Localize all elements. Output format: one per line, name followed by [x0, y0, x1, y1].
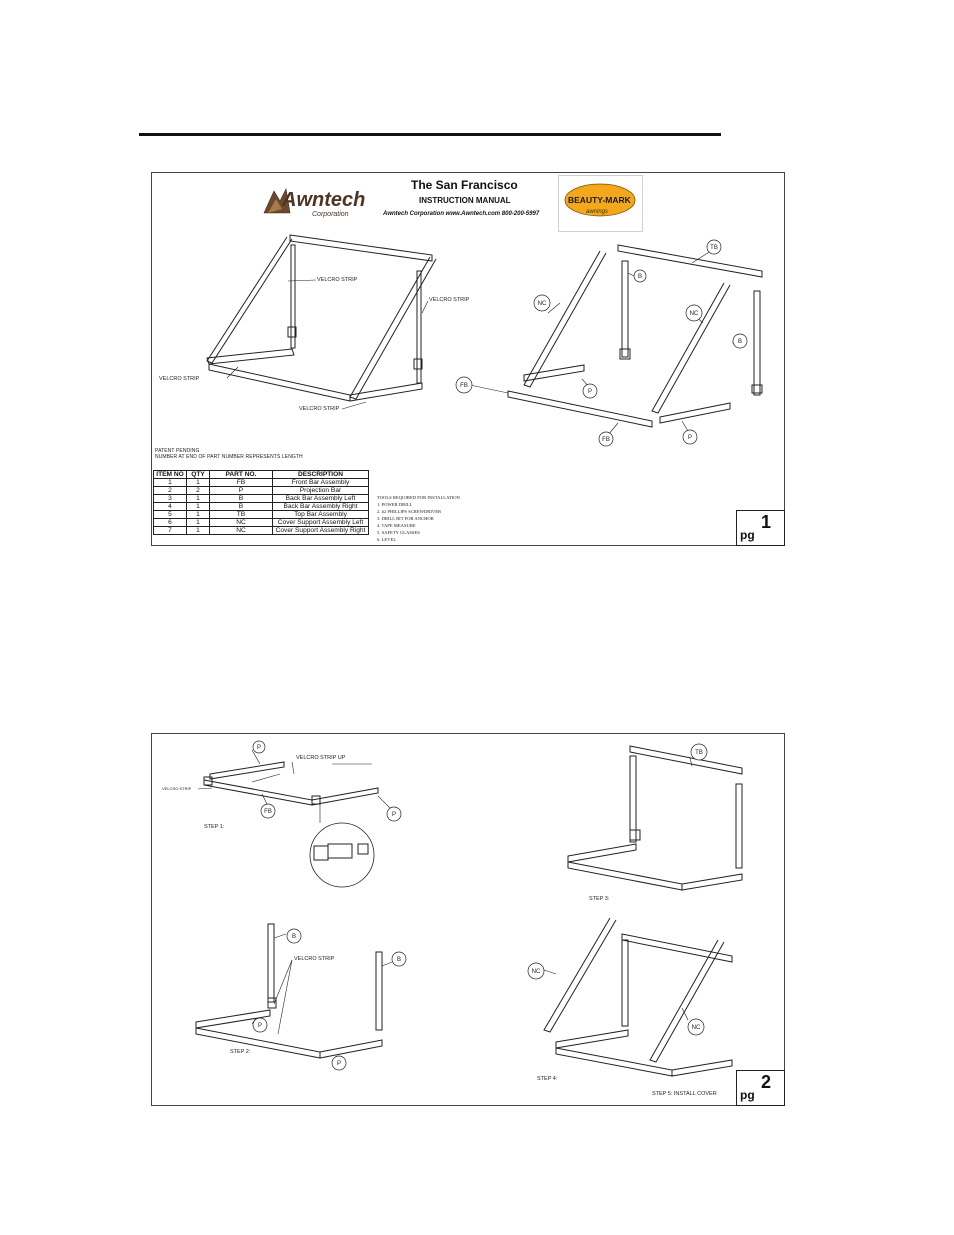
tool-item: 6. LEVEL — [377, 537, 397, 542]
label-step-2: STEP 2: — [230, 1049, 251, 1055]
callout-fb2: FB — [602, 437, 610, 443]
callout-b-left: B — [291, 934, 297, 940]
callout-nc-left: NC — [531, 969, 541, 975]
cell-item-no: 1 — [154, 479, 187, 487]
callout-nc-right: NC — [689, 311, 699, 317]
tool-item: 5. SAFETY GLASSES — [377, 530, 420, 535]
parts-table-header — [154, 471, 369, 479]
callout-tb: TB — [710, 245, 718, 251]
cell-item-no: 5 — [154, 511, 187, 519]
cell-item-no: 7 — [154, 527, 187, 535]
table-row — [154, 511, 369, 519]
label-velcro-strip-left: VELCRO STRIP — [162, 786, 192, 791]
contact-line: Awntech Corporation www.Awntech.com 800-200-5997 — [383, 211, 540, 217]
tools-list — [377, 494, 460, 543]
table-row — [154, 487, 369, 495]
cell-description: Top Bar Assembly — [273, 511, 369, 519]
assembled-frame — [207, 235, 436, 401]
cell-item-no: 2 — [154, 487, 187, 495]
page-label: pg — [740, 1088, 755, 1102]
callout-fb: FB — [460, 383, 468, 389]
awntech-logo-subtext: Corporation — [312, 211, 349, 218]
label-step-1: STEP 1: — [204, 824, 225, 830]
cell-item-no: 3 — [154, 495, 187, 503]
callout-p2: P — [687, 435, 693, 441]
page-number: 2 — [761, 1072, 772, 1092]
page-number: 1 — [761, 512, 772, 532]
page-number-box — [736, 510, 785, 546]
callout-tb: TB — [695, 750, 703, 756]
callout-nc-left: NC — [537, 301, 547, 307]
cell-part-no: B — [210, 495, 273, 503]
table-row — [154, 495, 369, 503]
cell-description: Cover Support Assembly Left — [273, 519, 369, 527]
callout-p-step2b: P — [336, 1061, 342, 1067]
column-part-no: PART NO. — [210, 471, 273, 479]
cell-part-no: TB — [210, 511, 273, 519]
cell-description: Cover Support Assembly Right — [273, 527, 369, 535]
label-velcro-bottom: VELCRO STRIP — [299, 406, 340, 412]
column-qty: QTY — [187, 471, 210, 479]
step-1-drawing — [204, 762, 378, 887]
column-item-no: ITEM NO — [154, 471, 187, 479]
part-number-note: NUMBER AT END OF PART NUMBER REPRESENTS LENGTH — [155, 454, 303, 460]
header-rule — [139, 133, 721, 136]
cell-qty: 1 — [187, 511, 210, 519]
step-4-drawing — [544, 918, 732, 1076]
tool-item: 2. #2 PHILLIPS SCREWDRIVER — [377, 509, 442, 514]
beauty-mark-logo-subtext: awnings — [586, 209, 609, 215]
cell-qty: 1 — [187, 495, 210, 503]
cell-description: Back Bar Assembly Right — [273, 503, 369, 511]
table-row — [154, 503, 369, 511]
label-velcro-strip-mid: VELCRO STRIP — [294, 956, 335, 962]
tool-item: 4. TAPE MEASURE — [377, 523, 416, 528]
cell-item-no: 6 — [154, 519, 187, 527]
callout-p1: P — [587, 389, 593, 395]
page-number-box — [736, 1070, 785, 1106]
cell-part-no: NC — [210, 519, 273, 527]
label-velcro-right: VELCRO STRIP — [429, 297, 470, 303]
label-velcro-strip-up: VELCRO STRIP UP — [296, 755, 346, 761]
callout-b2: B — [737, 339, 743, 345]
label-step-5: STEP 5: INSTALL COVER — [652, 1091, 717, 1097]
callout-nc-right: NC — [691, 1025, 701, 1031]
cell-part-no: FB — [210, 479, 273, 487]
cell-qty: 1 — [187, 527, 210, 535]
step-2-drawing — [196, 924, 382, 1058]
cell-qty: 1 — [187, 479, 210, 487]
cell-item-no: 4 — [154, 503, 187, 511]
callout-b-right: B — [396, 957, 402, 963]
cell-part-no: P — [210, 487, 273, 495]
tools-heading: TOOLS REQUIRED FOR INSTALLATION — [377, 495, 460, 500]
awntech-logo-text: Awntech — [282, 189, 366, 211]
label-step-3: STEP 3: — [589, 896, 610, 902]
callout-b1: B — [637, 274, 643, 280]
callout-p-top: P — [256, 745, 262, 751]
step-3-drawing — [568, 746, 742, 890]
beauty-mark-logo-text: BEAUTY-MARK — [568, 195, 631, 205]
table-row — [154, 527, 369, 535]
page-label: pg — [740, 528, 755, 542]
cell-part-no: B — [210, 503, 273, 511]
label-velcro-left: VELCRO STRIP — [159, 376, 200, 382]
column-description: DESCRIPTION — [273, 471, 369, 479]
cell-description: Back Bar Assembly Left — [273, 495, 369, 503]
table-row — [154, 479, 369, 487]
cell-description: Front Bar Assembly — [273, 479, 369, 487]
cell-description: Projection Bar — [273, 487, 369, 495]
callout-p-right: P — [391, 812, 397, 818]
label-step-4: STEP 4: — [537, 1076, 558, 1082]
parts-table — [153, 470, 369, 535]
document-title: The San Francisco — [411, 178, 518, 192]
tool-item: 3. DRILL BIT FOR ANCHOR — [377, 516, 434, 521]
table-row — [154, 519, 369, 527]
cell-part-no: NC — [210, 527, 273, 535]
document-subtitle: INSTRUCTION MANUAL — [419, 196, 511, 205]
tool-item: 1. POWER DRILL — [377, 502, 413, 507]
instruction-sheet-page-2 — [151, 733, 785, 1106]
cell-qty: 1 — [187, 503, 210, 511]
patent-note: PATENT PENDING — [155, 448, 200, 454]
cell-qty: 2 — [187, 487, 210, 495]
callout-p-step2a: P — [257, 1023, 263, 1029]
instruction-sheet-page-1 — [151, 172, 785, 546]
label-velcro-top: VELCRO STRIP — [317, 277, 358, 283]
cell-qty: 1 — [187, 519, 210, 527]
callout-fb: FB — [264, 809, 272, 815]
